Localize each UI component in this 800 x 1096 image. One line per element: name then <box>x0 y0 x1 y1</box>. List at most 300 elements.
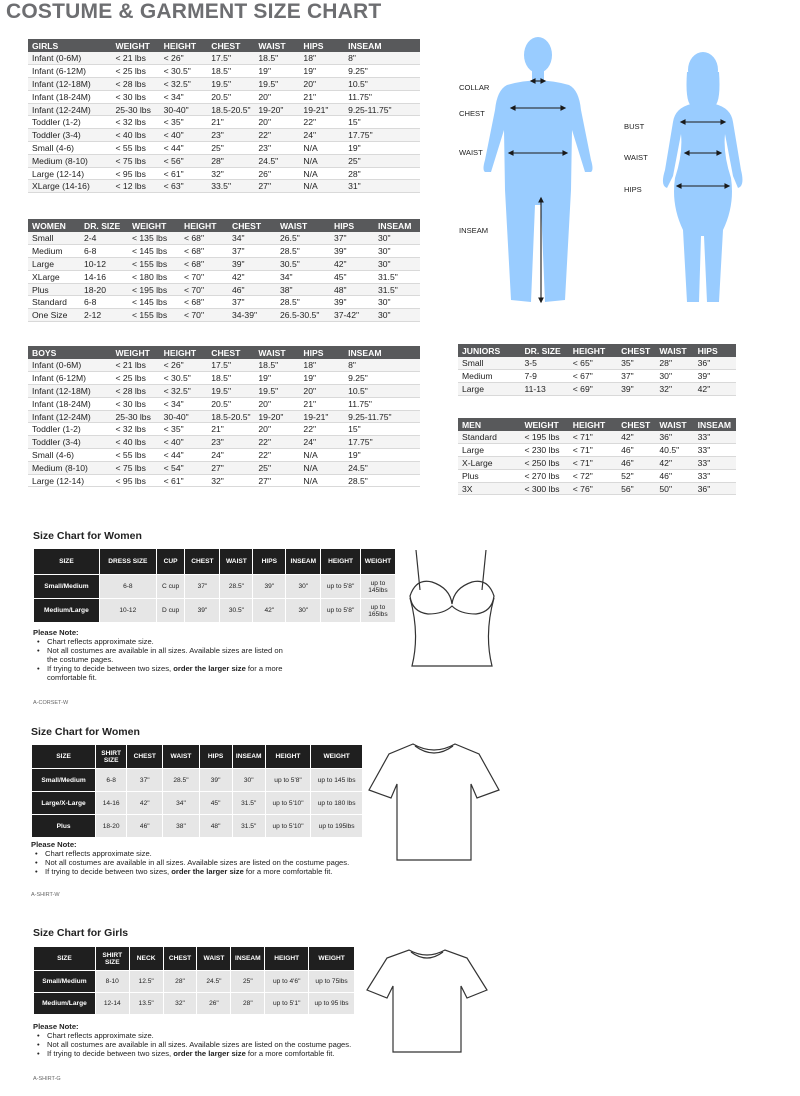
label-waist: WAIST <box>459 148 483 157</box>
table-row <box>458 431 736 444</box>
column-header: INSEAM <box>694 418 736 431</box>
table-cell: 34-39" <box>228 309 276 322</box>
table-cell: 23" <box>207 436 254 449</box>
label-waist-female: WAIST <box>624 153 648 162</box>
column-header: WEIGHT <box>360 549 395 575</box>
table-cell: 19-21" <box>299 410 344 423</box>
column-header: HEIGHT <box>265 947 309 971</box>
table-cell: up to 75lbs <box>309 971 355 993</box>
table-cell: 56" <box>617 482 655 495</box>
table-cell: 22" <box>254 436 299 449</box>
table-row <box>458 370 736 383</box>
column-header: GIRLS <box>28 39 112 52</box>
table-cell: 20" <box>299 78 344 91</box>
table-cell: < 44" <box>160 142 208 155</box>
table-cell: Small (4-6) <box>28 449 112 462</box>
table-cell: < 180 lbs <box>128 270 180 283</box>
note-item: • If trying to decide between two sizes, order the larger size for a more comfortable fit. <box>33 1049 393 1058</box>
table-cell: 8" <box>344 359 420 372</box>
table-cell: < 70" <box>180 283 228 296</box>
table-cell: Infant (6-12M) <box>28 372 112 385</box>
table-cell: 19" <box>254 372 299 385</box>
table-cell: Standard <box>458 431 520 444</box>
label-inseam: INSEAM <box>459 226 489 235</box>
table-cell: Infant (18-24M) <box>28 90 112 103</box>
shirt-women-chart-heading: Size Chart for Women <box>31 726 140 738</box>
table-cell: < 54" <box>160 461 208 474</box>
column-header: CHEST <box>163 947 197 971</box>
table-cell: 39" <box>253 575 286 599</box>
table-cell: 24" <box>207 449 254 462</box>
table-cell: 30" <box>286 575 321 599</box>
table-cell: 20" <box>254 90 299 103</box>
table-cell: < 195 lbs <box>128 283 180 296</box>
table-cell: 22" <box>299 116 344 129</box>
table-cell: < 55 lbs <box>112 449 160 462</box>
table-cell: 27" <box>254 180 299 193</box>
table-cell: 28.5" <box>276 296 330 309</box>
table-cell: < 145 lbs <box>128 245 180 258</box>
table-cell: 19.5" <box>207 78 254 91</box>
table-cell: 24.5" <box>344 461 420 474</box>
column-header: INSEAM <box>286 549 321 575</box>
table-cell: < 34" <box>160 90 208 103</box>
table-cell: 30" <box>286 599 321 623</box>
table-cell: 15" <box>344 423 420 436</box>
table-cell: 50" <box>655 482 693 495</box>
table-cell: 28" <box>231 993 265 1015</box>
table-cell: N/A <box>299 180 344 193</box>
table-cell: 2-4 <box>80 232 128 245</box>
table-header-row <box>34 549 396 575</box>
table-cell: 24" <box>299 436 344 449</box>
column-header: MEN <box>458 418 520 431</box>
table-cell: 10.5" <box>344 385 420 398</box>
table-cell: 19.5" <box>254 385 299 398</box>
table-cell: 30" <box>655 370 693 383</box>
note-item: • Chart reflects approximate size. <box>33 1031 393 1040</box>
column-header: CHEST <box>207 346 254 359</box>
corset-size-table <box>33 548 396 623</box>
table-cell: up to 145lbs <box>360 575 395 599</box>
label-collar: COLLAR <box>459 83 490 92</box>
table-cell: 32" <box>207 474 254 487</box>
table-header-row <box>28 346 420 359</box>
table-cell: up to 195lbs <box>311 815 363 838</box>
table-cell: 19" <box>299 65 344 78</box>
table-cell: 30" <box>374 232 420 245</box>
table-cell: 35" <box>617 357 655 370</box>
juniors-size-table <box>458 344 736 396</box>
column-header: WAIST <box>220 549 253 575</box>
column-header: NECK <box>129 947 163 971</box>
table-cell: Small <box>458 357 520 370</box>
table-cell: 28.5" <box>163 769 199 792</box>
table-cell: XLarge <box>28 270 80 283</box>
table-cell: 25-30 lbs <box>112 410 160 423</box>
table-cell: Large <box>458 383 520 396</box>
table-cell: Medium/Large <box>34 993 96 1015</box>
table-cell: 18.5-20.5" <box>207 410 254 423</box>
table-cell: < 155 lbs <box>128 309 180 322</box>
table-cell: < 44" <box>160 449 208 462</box>
table-cell: < 35" <box>160 116 208 129</box>
column-header: WOMEN <box>28 219 80 232</box>
table-cell: < 61" <box>160 474 208 487</box>
table-cell: < 61" <box>160 167 208 180</box>
column-header: HIPS <box>694 344 736 357</box>
column-header: DRESS SIZE <box>99 549 156 575</box>
table-cell: 39" <box>617 383 655 396</box>
tshirt-girls-drawing <box>365 946 489 1056</box>
table-cell: 3-5 <box>520 357 568 370</box>
column-header: HIPS <box>199 745 232 769</box>
table-cell: 14-16 <box>80 270 128 283</box>
table-cell: 42" <box>694 383 736 396</box>
table-row <box>32 792 363 815</box>
table-cell: Small (4-6) <box>28 142 112 155</box>
column-header: HIPS <box>330 219 374 232</box>
table-cell: up to 5'1" <box>265 993 309 1015</box>
table-cell: 30-40" <box>160 103 208 116</box>
table-cell: 31.5" <box>232 792 265 815</box>
column-header: HEIGHT <box>321 549 360 575</box>
table-cell: < 30 lbs <box>112 397 160 410</box>
table-cell: 40.5" <box>655 444 693 457</box>
table-row <box>458 444 736 457</box>
column-header: BOYS <box>28 346 112 359</box>
note-item: • If trying to decide between two sizes, order the larger size for a more comfortable fit. <box>31 867 391 876</box>
table-cell: 26.5" <box>276 232 330 245</box>
table-row <box>28 103 420 116</box>
table-cell: 20" <box>299 385 344 398</box>
table-cell: Toddler (3-4) <box>28 436 112 449</box>
table-cell: 8-10 <box>95 971 129 993</box>
column-header: WEIGHT <box>128 219 180 232</box>
table-cell: 18" <box>299 359 344 372</box>
table-cell: 2-12 <box>80 309 128 322</box>
table-cell: < 270 lbs <box>520 469 568 482</box>
table-cell: 18.5" <box>207 65 254 78</box>
table-cell: 9.25" <box>344 372 420 385</box>
column-header: HEIGHT <box>180 219 228 232</box>
table-cell: 18" <box>299 52 344 65</box>
table-row <box>28 474 420 487</box>
table-cell: 28" <box>207 154 254 167</box>
table-cell: Plus <box>458 469 520 482</box>
column-header: INSEAM <box>344 39 420 52</box>
column-header: CHEST <box>185 549 220 575</box>
column-header: SIZE <box>32 745 96 769</box>
shirt-girls-chart-heading: Size Chart for Girls <box>33 927 129 939</box>
table-cell: Infant (12-24M) <box>28 103 112 116</box>
table-cell: 19.5" <box>254 78 299 91</box>
note-item: • Chart reflects approximate size. <box>33 637 293 646</box>
table-cell: N/A <box>299 142 344 155</box>
table-row <box>28 423 420 436</box>
table-cell: 22" <box>299 423 344 436</box>
column-header: WAIST <box>655 344 693 357</box>
table-cell: 17.75" <box>344 129 420 142</box>
table-cell: 34" <box>228 232 276 245</box>
table-cell: up to 5'8" <box>265 769 311 792</box>
table-cell: N/A <box>299 474 344 487</box>
chart-code: A-SHIRT-W <box>31 892 60 898</box>
column-header: WEIGHT <box>311 745 363 769</box>
column-header: WAIST <box>197 947 231 971</box>
table-cell: Medium (8-10) <box>28 154 112 167</box>
table-cell: 28.5" <box>344 474 420 487</box>
column-header: HIPS <box>253 549 286 575</box>
table-cell: 30" <box>374 309 420 322</box>
table-row <box>28 90 420 103</box>
column-header: CHEST <box>228 219 276 232</box>
table-cell: Toddler (1-2) <box>28 116 112 129</box>
table-header-row <box>32 745 363 769</box>
table-cell: N/A <box>299 154 344 167</box>
table-cell: 7-9 <box>520 370 568 383</box>
column-header: WAIST <box>276 219 330 232</box>
table-cell: < 68" <box>180 232 228 245</box>
column-header: INSEAM <box>344 346 420 359</box>
table-cell: 46" <box>228 283 276 296</box>
table-header-row <box>28 39 420 52</box>
table-cell: 46" <box>617 444 655 457</box>
table-cell: Medium (8-10) <box>28 461 112 474</box>
table-cell: up to 180 lbs <box>311 792 363 815</box>
table-cell: < 32.5" <box>160 385 208 398</box>
table-row <box>28 116 420 129</box>
table-cell: 31" <box>344 180 420 193</box>
table-cell: Infant (12-18M) <box>28 385 112 398</box>
table-cell: Infant (0-6M) <box>28 52 112 65</box>
table-cell: 9.25-11.75" <box>344 410 420 423</box>
table-row <box>34 971 355 993</box>
table-row <box>28 65 420 78</box>
column-header: SHIRT SIZE <box>96 745 127 769</box>
table-cell: 46" <box>127 815 163 838</box>
table-cell: 30" <box>374 296 420 309</box>
table-cell: < 26" <box>160 52 208 65</box>
body-measurement-figures <box>455 30 755 310</box>
table-cell: Infant (12-18M) <box>28 78 112 91</box>
table-cell: < 55 lbs <box>112 142 160 155</box>
table-cell: 25" <box>207 142 254 155</box>
column-header: JUNIORS <box>458 344 520 357</box>
table-cell: < 68" <box>180 258 228 271</box>
table-row <box>28 258 420 271</box>
column-header: HEIGHT <box>160 346 208 359</box>
table-cell: 48" <box>330 283 374 296</box>
table-cell: 32" <box>655 383 693 396</box>
table-cell: < 70" <box>180 270 228 283</box>
column-header: DR. SIZE <box>80 219 128 232</box>
table-cell: 17.75" <box>344 436 420 449</box>
table-cell: 34" <box>276 270 330 283</box>
column-header: WEIGHT <box>112 39 160 52</box>
table-cell: < 32 lbs <box>112 116 160 129</box>
male-figure <box>484 37 593 302</box>
table-cell: < 30.5" <box>160 65 208 78</box>
table-cell: 30-40" <box>160 410 208 423</box>
table-cell: 37" <box>185 575 220 599</box>
table-row <box>28 359 420 372</box>
table-cell: Toddler (1-2) <box>28 423 112 436</box>
note-title: Please Note: <box>33 1022 79 1031</box>
table-cell: 38" <box>276 283 330 296</box>
page-title: COSTUME & GARMENT SIZE CHART <box>6 0 382 23</box>
table-cell: Medium <box>28 245 80 258</box>
column-header: WEIGHT <box>112 346 160 359</box>
column-header: DR. SIZE <box>520 344 568 357</box>
table-cell: Infant (6-12M) <box>28 65 112 78</box>
table-cell: < 250 lbs <box>520 457 568 470</box>
table-cell: Large <box>458 444 520 457</box>
table-row <box>28 142 420 155</box>
table-cell: 21" <box>207 116 254 129</box>
table-cell: < 35" <box>160 423 208 436</box>
table-cell: Medium/Large <box>34 599 100 623</box>
label-hips: HIPS <box>624 185 642 194</box>
table-cell: 26" <box>197 993 231 1015</box>
table-cell: 26" <box>254 167 299 180</box>
table-cell: Small/Medium <box>32 769 96 792</box>
table-cell: 23" <box>254 142 299 155</box>
table-cell: 33.5" <box>207 180 254 193</box>
table-cell: 21" <box>299 90 344 103</box>
table-cell: 28.5" <box>220 575 253 599</box>
table-cell: Infant (0-6M) <box>28 359 112 372</box>
table-cell: 30.5" <box>220 599 253 623</box>
column-header: INSEAM <box>231 947 265 971</box>
column-header: HEIGHT <box>569 344 617 357</box>
table-cell: 37" <box>127 769 163 792</box>
column-header: WAIST <box>655 418 693 431</box>
column-header: WAIST <box>163 745 199 769</box>
table-cell: Plus <box>28 283 80 296</box>
table-cell: XLarge (14-16) <box>28 180 112 193</box>
table-cell: < 195 lbs <box>520 431 568 444</box>
table-cell: 33" <box>694 444 736 457</box>
table-cell: 19.5" <box>207 385 254 398</box>
table-cell: 9.25" <box>344 65 420 78</box>
table-cell: < 26" <box>160 359 208 372</box>
table-cell: Small <box>28 232 80 245</box>
table-cell: 14-16 <box>96 792 127 815</box>
table-cell: < 75 lbs <box>112 461 160 474</box>
tshirt-women-drawing <box>367 740 501 864</box>
table-cell: 26.5-30.5" <box>276 309 330 322</box>
table-cell: 52" <box>617 469 655 482</box>
table-cell: < 25 lbs <box>112 372 160 385</box>
note-item: • Chart reflects approximate size. <box>31 849 391 858</box>
table-cell: D cup <box>156 599 185 623</box>
note-item: • Not all costumes are available in all sizes. Available sizes are listed on the costume pages. <box>33 1040 393 1049</box>
table-cell: < 40" <box>160 129 208 142</box>
column-header: INSEAM <box>374 219 420 232</box>
table-cell: C cup <box>156 575 185 599</box>
corset-drawing <box>402 548 502 673</box>
table-cell: < 145 lbs <box>128 296 180 309</box>
table-cell: 10-12 <box>99 599 156 623</box>
table-cell: 39" <box>330 245 374 258</box>
table-cell: < 71" <box>569 457 617 470</box>
table-cell: < 30.5" <box>160 372 208 385</box>
table-cell: Toddler (3-4) <box>28 129 112 142</box>
table-row <box>28 154 420 167</box>
table-cell: X-Large <box>458 457 520 470</box>
note-item: • Not all costumes are available in all sizes. Available sizes are listed on the costume pages. <box>31 858 391 867</box>
table-cell: 27" <box>254 474 299 487</box>
table-cell: 28" <box>655 357 693 370</box>
table-cell: 6-8 <box>80 296 128 309</box>
table-cell: 46" <box>655 469 693 482</box>
table-cell: < 65" <box>569 357 617 370</box>
table-row <box>28 78 420 91</box>
table-cell: 19-21" <box>299 103 344 116</box>
table-cell: 42" <box>655 457 693 470</box>
table-cell: 32" <box>163 993 197 1015</box>
table-cell: up to 5'8" <box>321 599 360 623</box>
table-cell: Small/Medium <box>34 971 96 993</box>
table-cell: Small/Medium <box>34 575 100 599</box>
table-cell: 20" <box>254 423 299 436</box>
table-cell: Plus <box>32 815 96 838</box>
table-row <box>28 52 420 65</box>
chart-code: A-SHIRT-G <box>33 1076 61 1082</box>
table-cell: 19-20" <box>254 103 299 116</box>
column-header: WEIGHT <box>309 947 355 971</box>
note-item: • Not all costumes are available in all sizes. Available sizes are listed on the costume pages. <box>33 646 293 664</box>
column-header: HEIGHT <box>569 418 617 431</box>
table-row <box>28 436 420 449</box>
table-cell: 42" <box>617 431 655 444</box>
column-header: CHEST <box>207 39 254 52</box>
table-cell: 36" <box>694 357 736 370</box>
table-cell: 39" <box>228 258 276 271</box>
table-row <box>28 283 420 296</box>
table-cell: 42" <box>330 258 374 271</box>
table-cell: 18-20 <box>80 283 128 296</box>
table-cell: 20" <box>254 116 299 129</box>
table-header-row <box>34 947 355 971</box>
table-cell: 33" <box>694 469 736 482</box>
female-figure <box>663 52 743 302</box>
table-cell: 18-20 <box>96 815 127 838</box>
table-cell: 39" <box>185 599 220 623</box>
table-cell: 30" <box>374 258 420 271</box>
table-row <box>28 270 420 283</box>
column-header: CHEST <box>617 344 655 357</box>
column-header: WAIST <box>254 39 299 52</box>
table-cell: 24.5" <box>197 971 231 993</box>
table-cell: 37" <box>228 245 276 258</box>
table-row <box>458 457 736 470</box>
table-row <box>34 993 355 1015</box>
column-header: HIPS <box>299 346 344 359</box>
table-cell: < 75 lbs <box>112 154 160 167</box>
table-cell: 24.5" <box>254 154 299 167</box>
table-cell: 6-8 <box>96 769 127 792</box>
table-cell: 39" <box>694 370 736 383</box>
table-cell: 31.5" <box>374 270 420 283</box>
table-cell: < 69" <box>569 383 617 396</box>
table-cell: 21" <box>207 423 254 436</box>
table-cell: 9.25-11.75" <box>344 103 420 116</box>
table-cell: 46" <box>617 457 655 470</box>
table-cell: Large (12-14) <box>28 167 112 180</box>
table-cell: < 71" <box>569 444 617 457</box>
